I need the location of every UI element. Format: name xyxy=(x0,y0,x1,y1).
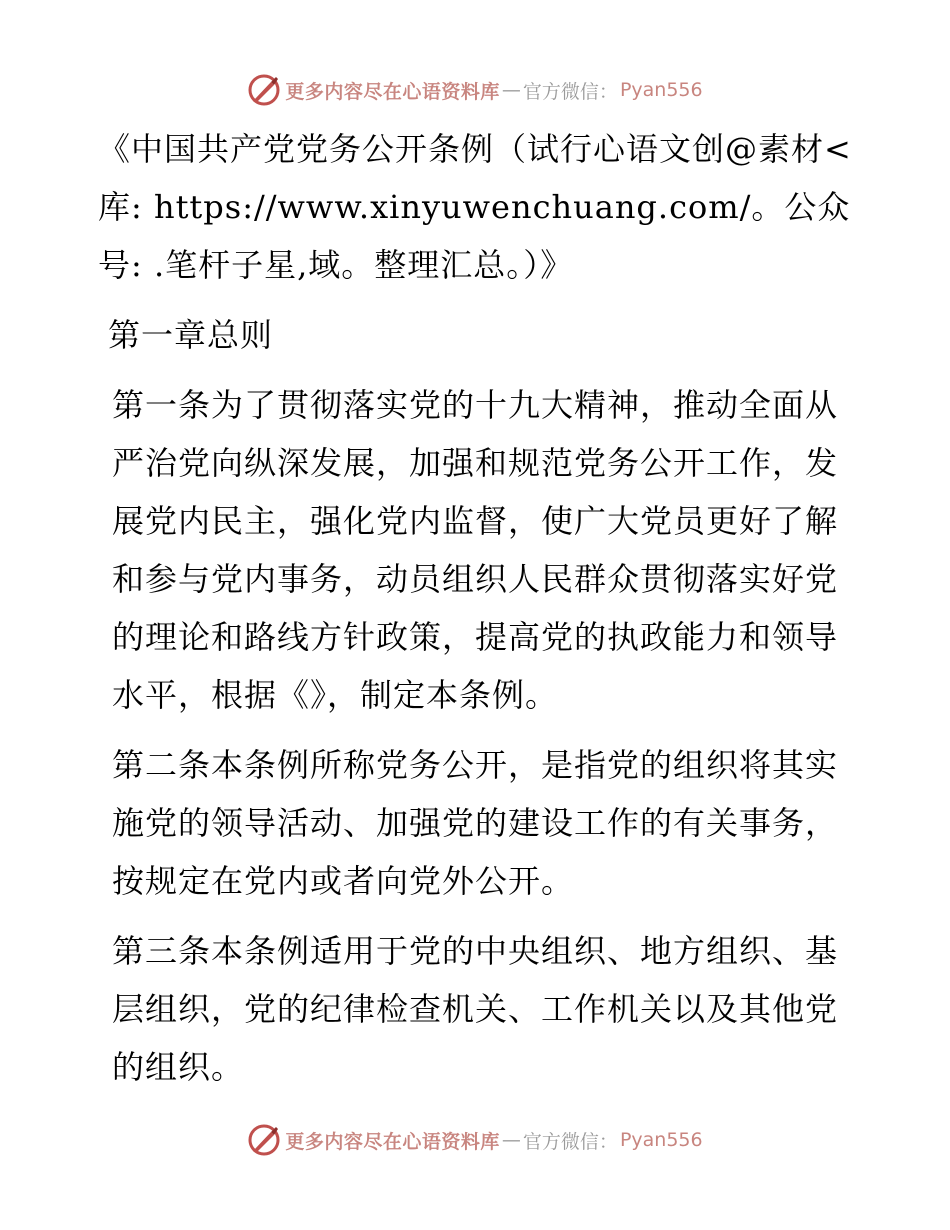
document-body xyxy=(98,120,858,1108)
watermark-brand: 更多内容尽在心语资料库 xyxy=(285,1130,500,1153)
watermark-footer xyxy=(0,1120,950,1160)
article-1: 第一条为了贯彻落实党的十九大精神，推动全面从严治党向纵深发展，加强和规范党务公开工作，发展党内民主，强化党内监督，使广大党员更好了解和参与党内事务，动员组织人民群众贯彻落实好党的理论和路线方针政策，提高党的执政能力和领导水平，根据《》，制定本条例。 xyxy=(112,386,839,714)
watermark-wechat-id: Pyan556 xyxy=(619,79,703,101)
article-3: 第三条本条例适用于党的中央组织、地方组织、基层组织，党的纪律检查机关、工作机关以及其他党的组织。 xyxy=(112,932,839,1086)
chapter-heading: 第一章总则 xyxy=(108,316,274,354)
document-title: 《中国共产党党务公开条例（试行心语文创@素材<库: https://www.xinyuwenchuang.com/。公众号: .笔杆子星,域。整理汇总。）》 xyxy=(98,130,852,284)
watermark-brand: 更多内容尽在心语资料库 xyxy=(285,80,500,103)
watermark-wechat-id: Pyan556 xyxy=(619,1129,703,1151)
watermark-official-label: 官方微信： xyxy=(522,80,618,103)
quill-pen-icon xyxy=(247,73,281,107)
article-2: 第二条本条例所称党务公开，是指党的组织将其实施党的领导活动、加强党的建设工作的有关事务，按规定在党内或者向党外公开。 xyxy=(112,746,839,900)
quill-pen-icon xyxy=(247,1123,281,1157)
watermark-header xyxy=(0,70,950,110)
watermark-separator: — xyxy=(501,1129,521,1151)
watermark-separator: — xyxy=(501,79,521,101)
watermark-official-label: 官方微信： xyxy=(522,1130,618,1153)
